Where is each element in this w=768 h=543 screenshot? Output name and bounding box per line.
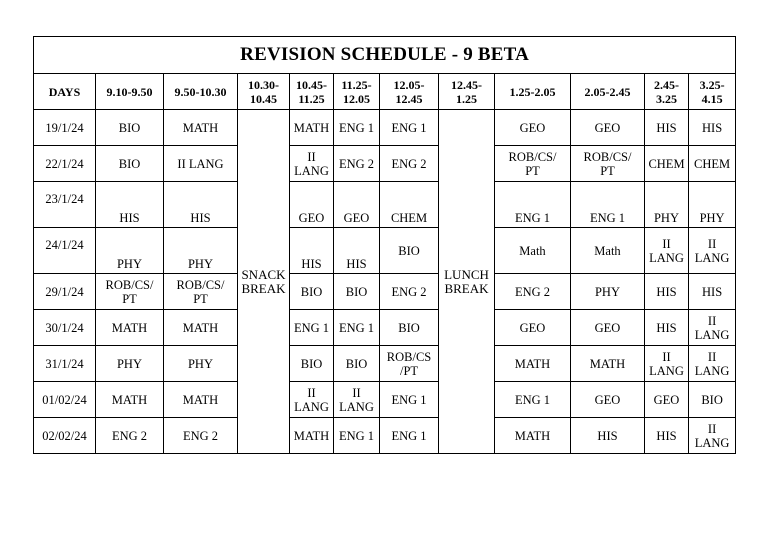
subject-cell: II LANG <box>689 418 736 454</box>
subject-cell: HIS <box>645 110 689 146</box>
subject-cell: MATH <box>290 418 334 454</box>
subject-cell: ENG 1 <box>380 110 439 146</box>
subject-cell: ENG 1 <box>380 382 439 418</box>
subject-cell: HIS <box>164 182 238 228</box>
subject-cell: ENG 2 <box>495 274 571 310</box>
table-row <box>34 146 736 182</box>
subject-cell: GEO <box>571 310 645 346</box>
header-snack-time: 10.30- 10.45 <box>238 74 290 110</box>
subject-cell: ENG 2 <box>96 418 164 454</box>
date-cell: 19/1/24 <box>34 110 96 146</box>
subject-cell: ROB/CS/ PT <box>495 146 571 182</box>
header-lunch-time: 12.45- 1.25 <box>439 74 495 110</box>
subject-cell: BIO <box>380 310 439 346</box>
subject-cell: BIO <box>96 146 164 182</box>
subject-cell: II LANG <box>645 346 689 382</box>
date-cell: 02/02/24 <box>34 418 96 454</box>
header-slot-1: 9.10-9.50 <box>96 74 164 110</box>
subject-cell: HIS <box>571 418 645 454</box>
subject-cell: ENG 1 <box>290 310 334 346</box>
header-slot-2: 9.50-10.30 <box>164 74 238 110</box>
subject-cell: GEO <box>645 382 689 418</box>
table-row <box>34 382 736 418</box>
subject-cell: PHY <box>164 346 238 382</box>
subject-cell: ROB/CS /PT <box>380 346 439 382</box>
subject-cell: ENG 1 <box>334 418 380 454</box>
subject-cell: ROB/CS/ PT <box>96 274 164 310</box>
subject-cell: ROB/CS/ PT <box>164 274 238 310</box>
subject-cell: HIS <box>334 228 380 274</box>
schedule-title: REVISION SCHEDULE - 9 BETA <box>34 37 736 74</box>
subject-cell: PHY <box>689 182 736 228</box>
subject-cell: II LANG <box>290 146 334 182</box>
subject-cell: MATH <box>164 382 238 418</box>
subject-cell: HIS <box>645 274 689 310</box>
subject-cell: ENG 1 <box>380 418 439 454</box>
subject-cell: II LANG <box>290 382 334 418</box>
subject-cell: HIS <box>645 310 689 346</box>
table-row <box>34 310 736 346</box>
subject-cell: II LANG <box>689 346 736 382</box>
subject-cell: ENG 2 <box>380 146 439 182</box>
snack-break-cell: SNACK BREAK <box>238 110 290 454</box>
header-slot-3: 10.45- 11.25 <box>290 74 334 110</box>
header-row <box>34 74 736 110</box>
subject-cell: II LANG <box>689 228 736 274</box>
subject-cell: BIO <box>334 346 380 382</box>
table-row <box>34 274 736 310</box>
subject-cell: BIO <box>334 274 380 310</box>
header-slot-7: 2.05-2.45 <box>571 74 645 110</box>
subject-cell: MATH <box>290 110 334 146</box>
subject-cell: BIO <box>380 228 439 274</box>
header-slot-5: 12.05- 12.45 <box>380 74 439 110</box>
date-cell: 29/1/24 <box>34 274 96 310</box>
date-cell: 31/1/24 <box>34 346 96 382</box>
subject-cell: GEO <box>334 182 380 228</box>
table-row <box>34 418 736 454</box>
subject-cell: HIS <box>290 228 334 274</box>
subject-cell: II LANG <box>645 228 689 274</box>
subject-cell: ENG 2 <box>380 274 439 310</box>
subject-cell: HIS <box>689 274 736 310</box>
table-row <box>34 228 736 274</box>
subject-cell: BIO <box>689 382 736 418</box>
date-cell: 01/02/24 <box>34 382 96 418</box>
subject-cell: II LANG <box>334 382 380 418</box>
revision-schedule-table <box>33 36 736 454</box>
date-cell: 30/1/24 <box>34 310 96 346</box>
subject-cell: PHY <box>645 182 689 228</box>
subject-cell: GEO <box>571 110 645 146</box>
table-row <box>34 182 736 228</box>
subject-cell: MATH <box>96 382 164 418</box>
subject-cell: GEO <box>495 310 571 346</box>
subject-cell: BIO <box>96 110 164 146</box>
subject-cell: GEO <box>495 110 571 146</box>
date-cell: 23/1/24 <box>34 182 96 228</box>
subject-cell: MATH <box>96 310 164 346</box>
subject-cell: MATH <box>495 418 571 454</box>
subject-cell: PHY <box>96 228 164 274</box>
subject-cell: ENG 1 <box>495 182 571 228</box>
subject-cell: ENG 1 <box>334 110 380 146</box>
subject-cell: CHEM <box>689 146 736 182</box>
subject-cell: Math <box>495 228 571 274</box>
subject-cell: BIO <box>290 346 334 382</box>
lunch-break-cell: LUNCH BREAK <box>439 110 495 454</box>
subject-cell: MATH <box>495 346 571 382</box>
subject-cell: II LANG <box>689 310 736 346</box>
subject-cell: HIS <box>645 418 689 454</box>
subject-cell: MATH <box>571 346 645 382</box>
subject-cell: PHY <box>164 228 238 274</box>
header-slot-6: 1.25-2.05 <box>495 74 571 110</box>
subject-cell: ENG 2 <box>164 418 238 454</box>
date-cell: 24/1/24 <box>34 228 96 274</box>
header-slot-8: 2.45- 3.25 <box>645 74 689 110</box>
date-cell: 22/1/24 <box>34 146 96 182</box>
subject-cell: GEO <box>290 182 334 228</box>
subject-cell: PHY <box>571 274 645 310</box>
subject-cell: HIS <box>689 110 736 146</box>
subject-cell: ENG 1 <box>495 382 571 418</box>
subject-cell: MATH <box>164 310 238 346</box>
subject-cell: CHEM <box>380 182 439 228</box>
subject-cell: HIS <box>96 182 164 228</box>
subject-cell: Math <box>571 228 645 274</box>
subject-cell: ROB/CS/ PT <box>571 146 645 182</box>
table-row <box>34 110 736 146</box>
subject-cell: CHEM <box>645 146 689 182</box>
subject-cell: BIO <box>290 274 334 310</box>
subject-cell: ENG 2 <box>334 146 380 182</box>
subject-cell: ENG 1 <box>571 182 645 228</box>
subject-cell: ENG 1 <box>334 310 380 346</box>
header-slot-9: 3.25- 4.15 <box>689 74 736 110</box>
subject-cell: PHY <box>96 346 164 382</box>
table-row <box>34 346 736 382</box>
subject-cell: II LANG <box>164 146 238 182</box>
header-slot-4: 11.25- 12.05 <box>334 74 380 110</box>
subject-cell: GEO <box>571 382 645 418</box>
header-days: DAYS <box>34 74 96 110</box>
subject-cell: MATH <box>164 110 238 146</box>
